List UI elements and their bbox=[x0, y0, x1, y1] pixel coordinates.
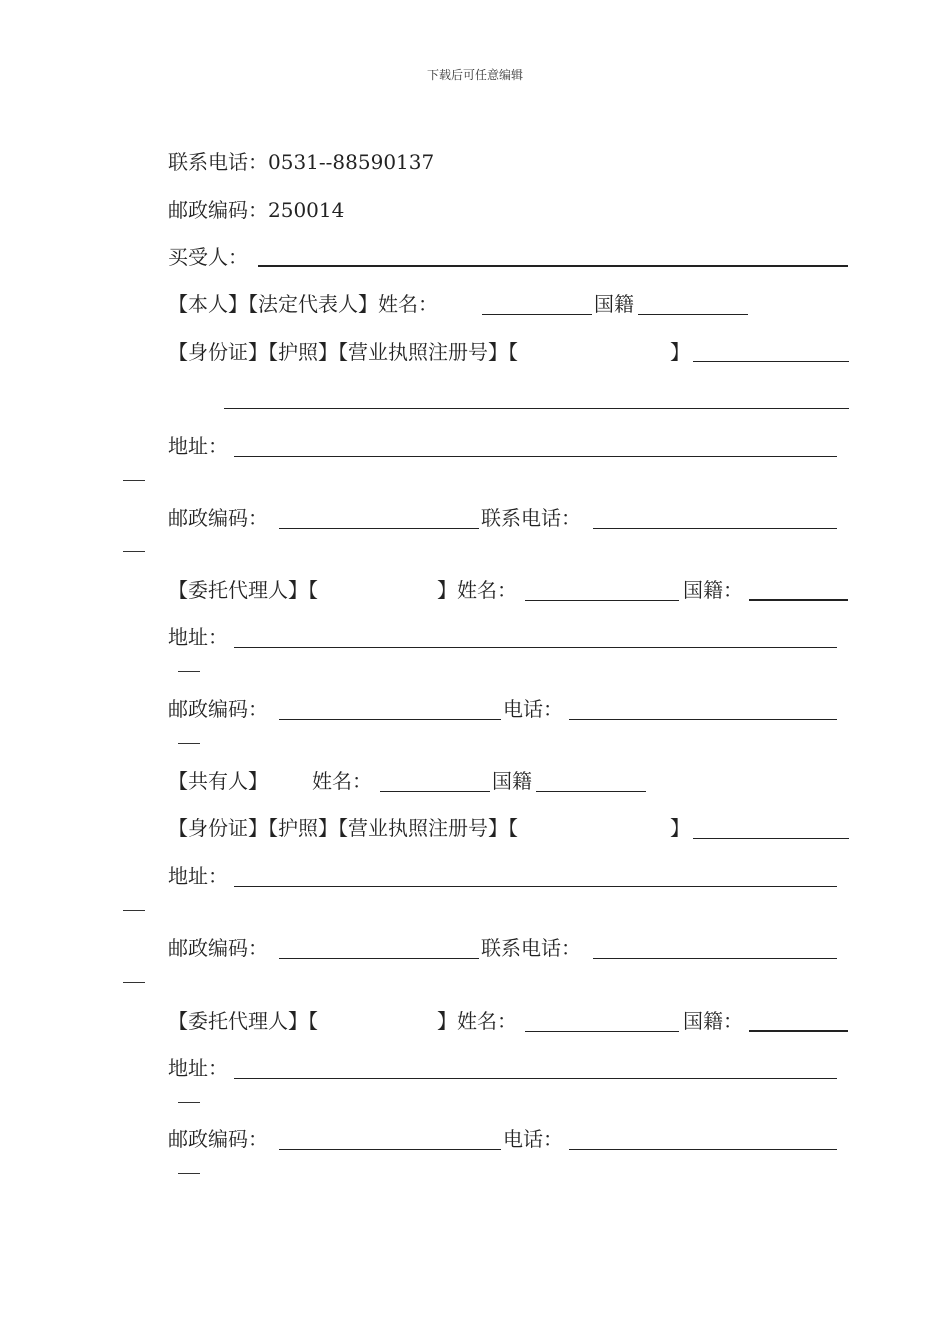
agent-phone-label: 电话： bbox=[503, 697, 563, 721]
principal-options: 【本人】【法定代表人】姓名： bbox=[168, 292, 438, 316]
co-owner-label: 【共有人】 bbox=[168, 769, 268, 793]
id-type-close: 】 bbox=[670, 340, 690, 364]
agent2-name-label: 】姓名： bbox=[437, 1009, 517, 1033]
co-owner-id-type-close: 】 bbox=[670, 816, 690, 840]
co-owner-name-field[interactable] bbox=[380, 791, 490, 792]
agent-options: 【委托代理人】【 bbox=[168, 578, 318, 602]
co-owner-contact-phone-label: 联系电话： bbox=[481, 936, 581, 960]
co-owner-nationality-label: 国籍 bbox=[492, 769, 532, 793]
co-owner-address-field[interactable] bbox=[234, 886, 837, 887]
principal-name-field[interactable] bbox=[482, 314, 592, 315]
agent-nationality-label: 国籍： bbox=[683, 578, 743, 602]
principal-nationality-label: 国籍 bbox=[594, 292, 634, 316]
postcode-label: 邮政编码： bbox=[168, 506, 268, 530]
line-continuation-dash bbox=[178, 671, 200, 672]
line-continuation-dash bbox=[123, 480, 145, 481]
co-owner-postcode-field[interactable] bbox=[279, 958, 479, 959]
line-continuation-dash bbox=[123, 551, 145, 552]
agent2-address-field[interactable] bbox=[234, 1078, 837, 1079]
co-owner-id-number-field[interactable] bbox=[693, 838, 849, 839]
agent2-phone-label: 电话： bbox=[503, 1127, 563, 1151]
agent2-postcode-field[interactable] bbox=[279, 1149, 501, 1150]
agent2-postcode-label: 邮政编码： bbox=[168, 1127, 268, 1151]
contact-phone-field[interactable] bbox=[593, 528, 837, 529]
line-continuation-dash bbox=[178, 1173, 200, 1174]
line-continuation-dash bbox=[123, 910, 145, 911]
seller-phone-line bbox=[168, 150, 434, 174]
co-owner-address-label: 地址： bbox=[168, 864, 228, 888]
line-continuation-dash bbox=[123, 982, 145, 983]
phone-value: 0531--88590137 bbox=[268, 150, 435, 174]
agent2-nationality-label: 国籍： bbox=[683, 1009, 743, 1033]
co-owner-id-type-options: 【身份证】【护照】【营业执照注册号】【 bbox=[168, 816, 518, 840]
line-continuation-dash bbox=[178, 1102, 200, 1103]
buyer-field[interactable] bbox=[258, 265, 848, 267]
agent-address-field[interactable] bbox=[234, 647, 837, 648]
address-field[interactable] bbox=[234, 456, 837, 457]
agent2-address-label: 地址： bbox=[168, 1056, 228, 1080]
agent-name-label: 】姓名： bbox=[437, 578, 517, 602]
address-label: 地址： bbox=[168, 434, 228, 458]
seller-postcode-line bbox=[168, 198, 344, 222]
page-header-note: 下载后可任意编辑 bbox=[426, 68, 523, 82]
agent2-name-field[interactable] bbox=[525, 1031, 679, 1032]
co-owner-name-label: 姓名： bbox=[312, 769, 372, 793]
agent2-phone-field[interactable] bbox=[569, 1149, 837, 1150]
postcode-label: 邮政编码： bbox=[168, 198, 268, 222]
co-owner-postcode-label: 邮政编码： bbox=[168, 936, 268, 960]
buyer-label: 买受人： bbox=[168, 245, 248, 269]
co-owner-contact-phone-field[interactable] bbox=[593, 958, 837, 959]
agent-postcode-label: 邮政编码： bbox=[168, 697, 268, 721]
agent-phone-field[interactable] bbox=[569, 719, 837, 720]
postcode-field[interactable] bbox=[279, 528, 479, 529]
agent2-nationality-field[interactable] bbox=[749, 1030, 848, 1032]
agent-address-label: 地址： bbox=[168, 625, 228, 649]
contact-phone-label: 联系电话： bbox=[481, 506, 581, 530]
line-continuation-dash bbox=[178, 743, 200, 744]
id-number-field-continued[interactable] bbox=[224, 408, 849, 409]
agent-postcode-field[interactable] bbox=[279, 719, 501, 720]
co-owner-nationality-field[interactable] bbox=[536, 791, 646, 792]
id-type-options: 【身份证】【护照】【营业执照注册号】【 bbox=[168, 340, 518, 364]
id-number-field[interactable] bbox=[693, 361, 849, 362]
agent-name-field[interactable] bbox=[525, 600, 679, 601]
agent-nationality-field[interactable] bbox=[749, 599, 848, 601]
agent2-options: 【委托代理人】【 bbox=[168, 1009, 318, 1033]
principal-nationality-field[interactable] bbox=[638, 314, 748, 315]
postcode-value: 250014 bbox=[268, 198, 345, 222]
phone-label: 联系电话： bbox=[168, 150, 268, 174]
